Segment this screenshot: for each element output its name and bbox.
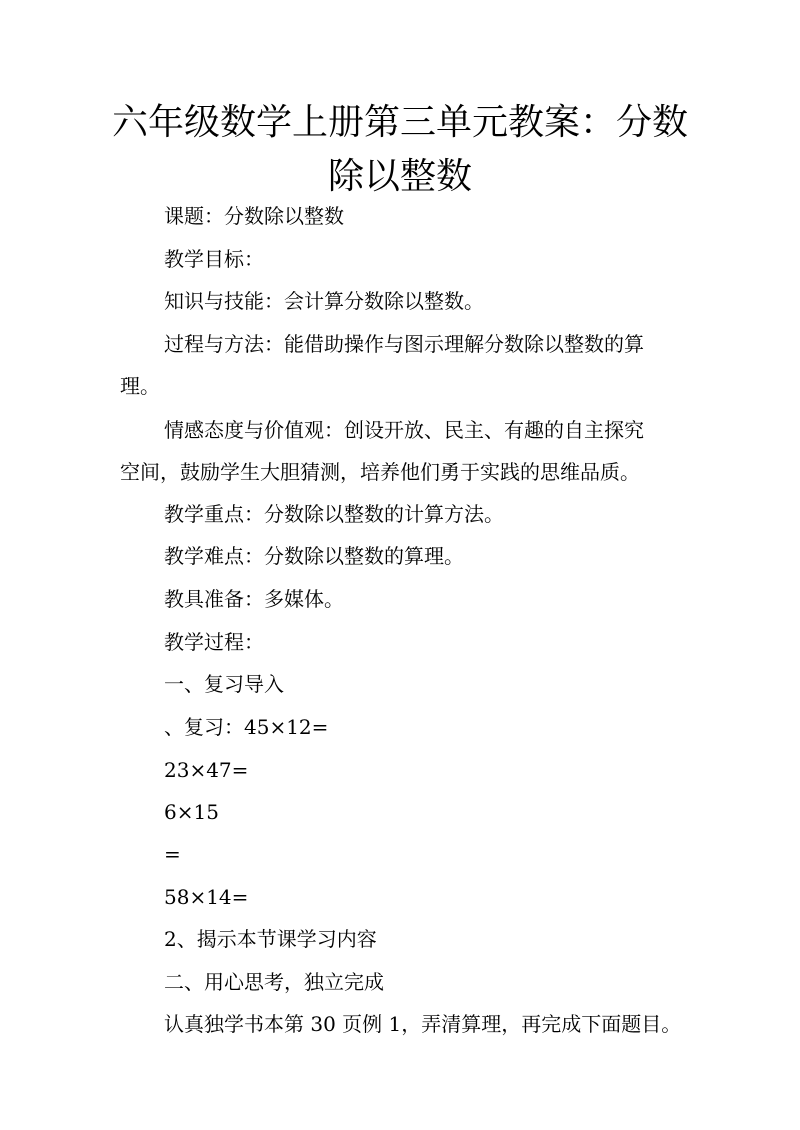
section-two-heading: 二、用心思考，独立完成 — [164, 970, 384, 994]
teaching-difficulty: 教学难点：分数除以整数的算理。 — [164, 544, 464, 568]
review-item-2: 23×47= — [164, 758, 249, 782]
review-item-3-equals: = — [164, 842, 181, 866]
document-title: 六年级数学上册第三单元教案：分数除以整数 — [111, 102, 688, 197]
review-item-4: 58×14= — [164, 885, 249, 909]
teaching-focus: 教学重点：分数除以整数的计算方法。 — [164, 502, 504, 526]
section-one-heading: 一、复习导入 — [164, 672, 284, 696]
teaching-aids: 教具准备：多媒体。 — [164, 587, 344, 611]
emotion-values-line2: 空间，鼓励学生大胆猜测，培养他们勇于实践的思维品质。 — [120, 460, 640, 484]
teaching-goals-heading: 教学目标： — [164, 247, 264, 271]
lesson-topic: 课题：分数除以整数 — [164, 204, 344, 228]
self-study-instruction: 认真独学书本第 30 页例 1，弄清算理，再完成下面题目。 — [164, 1012, 682, 1036]
knowledge-skills: 知识与技能：会计算分数除以整数。 — [164, 289, 484, 313]
review-item-1: 、复习：45×12= — [164, 715, 329, 739]
process-methods-line2: 理。 — [120, 374, 160, 398]
teaching-process-heading: 教学过程： — [164, 630, 264, 654]
reveal-lesson-content: 2、揭示本节课学习内容 — [164, 927, 377, 951]
process-methods-line1: 过程与方法：能借助操作与图示理解分数除以整数的算 — [164, 332, 644, 356]
emotion-values-line1: 情感态度与价值观：创设开放、民主、有趣的自主探究 — [164, 418, 644, 442]
review-item-3: 6×15 — [164, 800, 219, 824]
